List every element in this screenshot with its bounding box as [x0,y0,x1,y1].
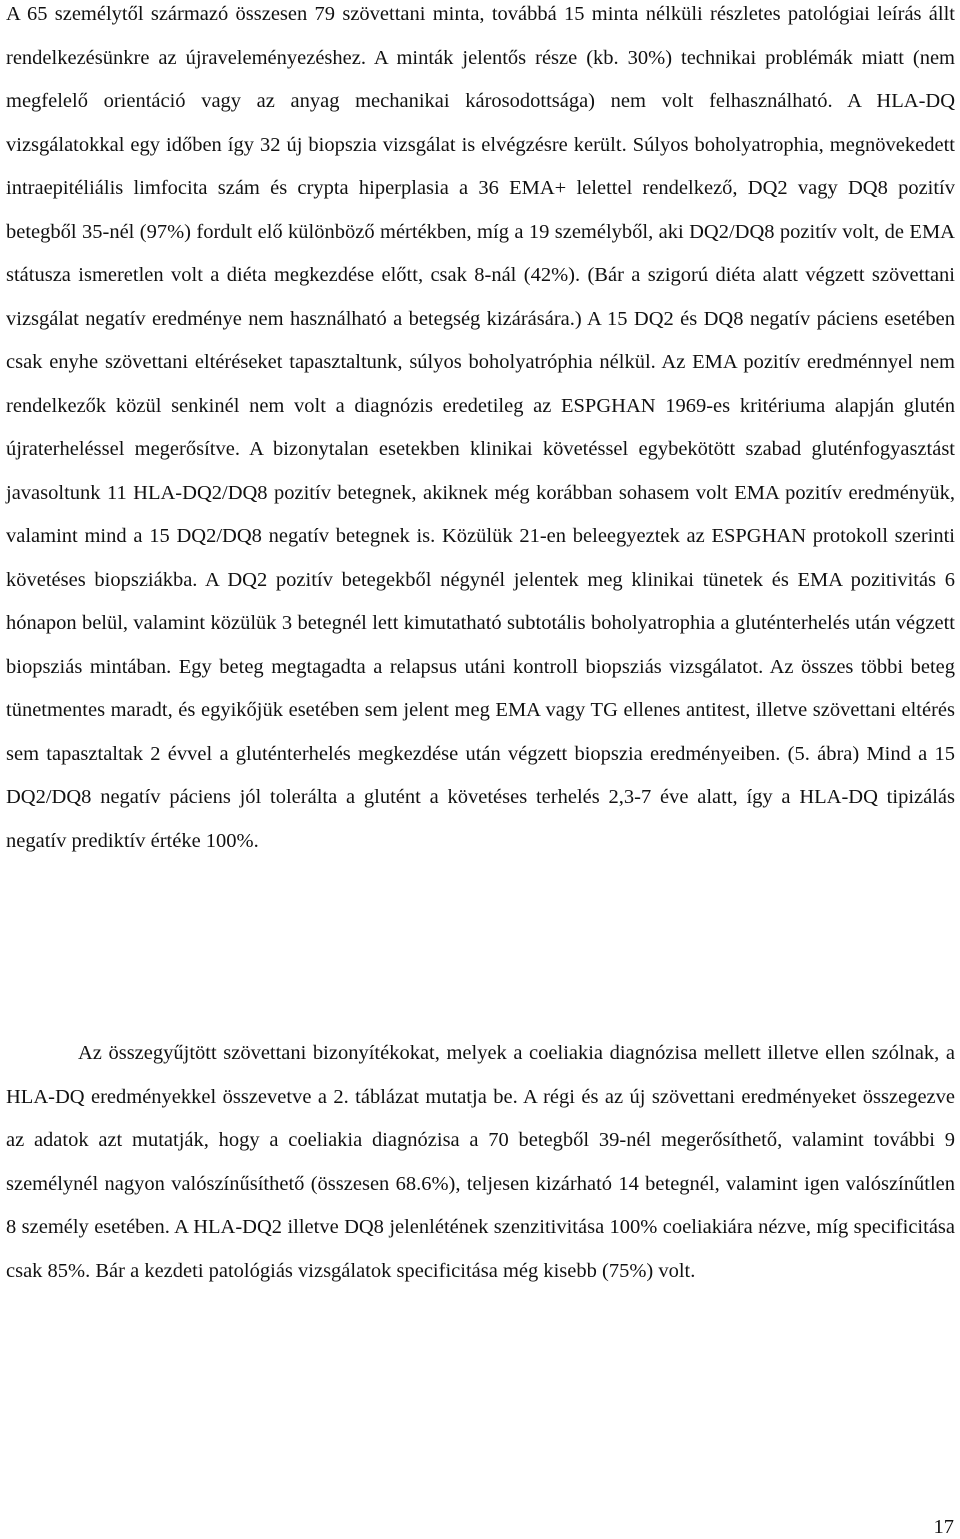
body-paragraph-1: A 65 személytől származó összesen 79 szövettani minta, továbbá 15 minta nélküli részletes patológiai leírás állt rendelkezésünkre az újraveleményezéshez. A minták jelentős része (kb. 30%) technikai problémák miatt (nem megfelelő orientáció vagy az anyag mechanikai károsodottsága) nem volt felhasználható. A HLA-DQ vizsgálatokkal egy időben így 32 új biopszia vizsgálat is elvégzésre került. Súlyos boholyatrophia, megnövekedett intraepitéliális limfocita szám és crypta hiperplasia a 36 EMA+ lelettel rendelkező, DQ2 vagy DQ8 pozitív betegből 35-nél (97%) fordult elő különböző mértékben, míg a 19 személyből, aki DQ2/DQ8 pozitív volt, de EMA státusza ismeretlen volt a diéta megkezdése előtt, csak 8-nál (42%). (Bár a szigorú diéta alatt végzett szövettani vizsgálat negatív eredménye nem használható a betegség kizárására.) A 15 DQ2 és DQ8 negatív páciens esetében csak enyhe szövettani eltéréseket tapasztaltunk, súlyos boholyatróphia nélkül. Az EMA pozitív eredménnyel nem rendelkezők közül senkinél nem volt a diagnózis eredetileg az ESPGHAN 1969-es kritériuma alapján glutén újraterheléssel megerősítve. A bizonytalan esetekben klinikai követéssel egybekötött szabad gluténfogyasztást javasoltunk 11 HLA-DQ2/DQ8 pozitív betegnek, akiknek még korábban sohasem volt EMA pozitív eredményük, valamint mind a 15 DQ2/DQ8 negatív betegnek is. Közülük 21-en beleegyeztek az ESPGHAN protokoll szerinti követéses biopsziákba. A DQ2 pozitív betegekből négynél jelentek meg klinikai tünetek és EMA pozitivitás 6 hónapon belül, valamint közülük 3 betegnél lett kimutatható subtotális boholyatrophia a gluténterhelés után végzett biopsziás mintában. Egy beteg megtagadta a relapsus utáni kontroll biopsziás vizsgálatot. Az összes többi beteg tünetmentes maradt, és egyikőjük esetében sem jelent meg EMA vagy TG ellenes antitest, illetve szövettani eltérés sem tapasztaltak 2 évvel a gluténterhelés megkezdése után végzett biopszia eredményeiben. (5. ábra) Mind a 15 DQ2/DQ8 negatív páciens jól tolerálta a glutént a követéses terhelés 2,3-7 éve alatt, így a HLA-DQ tipizálás negatív prediktív értéke 100%. [6,3,955,852]
page-number: 17 [933,1516,954,1538]
body-paragraph-2: Az összegyűjtött szövettani bizonyítékokat, melyek a coeliakia diagnózisa mellett illetve ellen szólnak, a HLA-DQ eredményekkel összevetve a 2. táblázat mutatja be. A régi és az új szövettani eredményeket összegezve az adatok azt mutatják, hogy a coeliakia diagnózisa a 70 betegből 39-nél megerősíthető, valamint további 9 személynél nagyon valószínűsíthető (összesen 68.6%), teljesen kizárható 14 betegnél, valamint igen valószínűtlen 8 személy esetében. A HLA-DQ2 illetve DQ8 jelenlétének szenzitivitása 100% coeliakiára nézve, míg specificitása csak 85%. Bár a kezdeti patológiás vizsgálatok specificitása még kisebb (75%) volt. [6,1042,955,1282]
